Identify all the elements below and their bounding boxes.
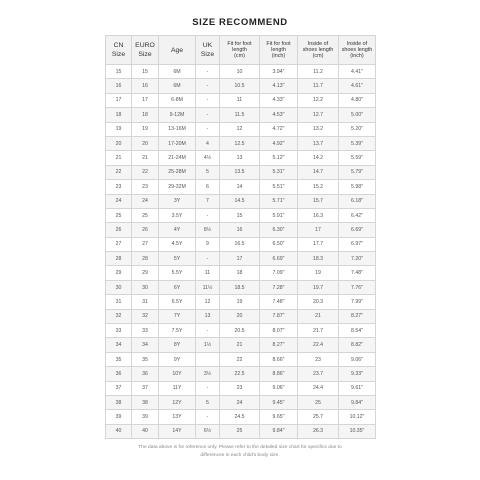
- table-cell: 11.7: [298, 79, 339, 93]
- table-cell: 28: [106, 252, 132, 266]
- table-cell: 5.00": [339, 108, 376, 122]
- table-cell: 9.06": [339, 352, 376, 366]
- table-cell: 9.61": [339, 381, 376, 395]
- table-cell: 4.80": [339, 93, 376, 107]
- table-cell: 12Y: [159, 395, 196, 409]
- table-cell: 4.92": [260, 136, 298, 150]
- table-cell: [196, 352, 220, 366]
- column-header-line: Size: [138, 51, 152, 58]
- size-chart-table: [105, 35, 376, 439]
- table-cell: 7.09": [260, 266, 298, 280]
- table-cell: 16.5: [220, 237, 260, 251]
- table-cell: 25: [106, 208, 132, 222]
- table-cell: 24: [106, 194, 132, 208]
- table-cell: 9Y: [159, 352, 196, 366]
- table-row: [106, 79, 376, 93]
- table-row: [106, 237, 376, 251]
- table-row: [106, 252, 376, 266]
- table-cell: 3.94": [260, 65, 298, 79]
- table-cell: 14.2: [298, 151, 339, 165]
- table-cell: 8.07": [260, 324, 298, 338]
- table-row: [106, 295, 376, 309]
- table-cell: 36: [132, 367, 159, 381]
- table-cell: 13: [196, 309, 220, 323]
- table-cell: 3Y: [159, 194, 196, 208]
- table-cell: -: [196, 65, 220, 79]
- table-cell: 13.2: [298, 122, 339, 136]
- table-cell: 14: [220, 180, 260, 194]
- table-cell: 8.66": [260, 352, 298, 366]
- table-cell: 11: [220, 93, 260, 107]
- table-cell: 6.69": [260, 252, 298, 266]
- table-cell: 6-8M: [159, 93, 196, 107]
- table-cell: 33: [106, 324, 132, 338]
- table-cell: 21: [220, 338, 260, 352]
- table-cell: 5.98": [339, 180, 376, 194]
- table-cell: 15: [132, 65, 159, 79]
- table-cell: 19: [132, 122, 159, 136]
- table-cell: 28: [132, 252, 159, 266]
- table-cell: 5.51": [260, 180, 298, 194]
- table-cell: 5.91": [260, 208, 298, 222]
- table-cell: -: [196, 108, 220, 122]
- table-cell: 20: [106, 136, 132, 150]
- table-cell: 7.20": [339, 252, 376, 266]
- table-cell: 40: [106, 424, 132, 438]
- table-cell: 12.7: [298, 108, 339, 122]
- table-cell: 22: [106, 165, 132, 179]
- column-header-line: Inside of: [307, 41, 329, 47]
- table-cell: 16: [220, 223, 260, 237]
- table-body: [106, 65, 376, 439]
- table-row: [106, 266, 376, 280]
- table-row: [106, 65, 376, 79]
- table-cell: 22: [132, 165, 159, 179]
- table-cell: 34: [106, 338, 132, 352]
- table-cell: -: [196, 122, 220, 136]
- column-header-foot-length-cm: [220, 36, 260, 65]
- table-cell: 26: [106, 223, 132, 237]
- table-cell: 6.30": [260, 223, 298, 237]
- table-cell: -: [196, 93, 220, 107]
- table-cell: 32: [132, 309, 159, 323]
- table-cell: 35: [106, 352, 132, 366]
- table-cell: 11Y: [159, 381, 196, 395]
- table-cell: 23: [220, 381, 260, 395]
- column-header-line: EURO: [135, 42, 155, 49]
- table-cell: 9: [196, 237, 220, 251]
- table-cell: 12.5: [220, 136, 260, 150]
- table-cell: 6.42": [339, 208, 376, 222]
- table-cell: 15: [220, 208, 260, 222]
- table-cell: 9-12M: [159, 108, 196, 122]
- table-cell: 6½: [196, 424, 220, 438]
- table-cell: 18: [132, 108, 159, 122]
- table-cell: 8½: [196, 223, 220, 237]
- header-row: [106, 36, 376, 65]
- table-cell: 35: [132, 352, 159, 366]
- table-cell: 40: [132, 424, 159, 438]
- table-cell: 25-28M: [159, 165, 196, 179]
- table-cell: 8.86": [260, 367, 298, 381]
- table-cell: 24: [220, 395, 260, 409]
- table-cell: 16.3: [298, 208, 339, 222]
- table-cell: 5Y: [159, 252, 196, 266]
- table-cell: 5.31": [260, 165, 298, 179]
- table-cell: 14.7: [298, 165, 339, 179]
- table-cell: 24.4: [298, 381, 339, 395]
- table-cell: 13.7: [298, 136, 339, 150]
- table-row: [106, 395, 376, 409]
- table-cell: 21: [132, 151, 159, 165]
- table-cell: 37: [132, 381, 159, 395]
- table-cell: 25: [298, 395, 339, 409]
- table-row: [106, 309, 376, 323]
- table-cell: 7.87": [260, 309, 298, 323]
- table-cell: 7.99": [339, 295, 376, 309]
- table-cell: 4.72": [260, 122, 298, 136]
- table-cell: 39: [132, 410, 159, 424]
- table-cell: 17: [220, 252, 260, 266]
- table-cell: 8.54": [339, 324, 376, 338]
- column-header-line: shoes length: [341, 47, 373, 53]
- table-cell: 12: [196, 295, 220, 309]
- table-cell: 5: [196, 395, 220, 409]
- table-cell: 30: [132, 280, 159, 294]
- table-cell: 7.28": [260, 280, 298, 294]
- table-cell: 23: [298, 352, 339, 366]
- column-header-inside-length-inch: [339, 36, 376, 65]
- table-cell: 10.12": [339, 410, 376, 424]
- table-cell: 21-24M: [159, 151, 196, 165]
- table-cell: 33: [132, 324, 159, 338]
- table-row: [106, 424, 376, 438]
- table-cell: 9.33": [339, 367, 376, 381]
- table-cell: 18: [106, 108, 132, 122]
- table-cell: 25: [132, 208, 159, 222]
- table-row: [106, 194, 376, 208]
- table-header: [106, 36, 376, 65]
- column-header-line: (cm): [312, 53, 324, 59]
- table-cell: 23.7: [298, 367, 339, 381]
- table-cell: 31: [106, 295, 132, 309]
- table-cell: 19: [220, 295, 260, 309]
- table-cell: 21: [298, 309, 339, 323]
- table-cell: 15: [106, 65, 132, 79]
- reference-footnote: [110, 444, 370, 460]
- table-cell: 4½: [196, 151, 220, 165]
- table-cell: 20: [220, 309, 260, 323]
- table-cell: 30: [106, 280, 132, 294]
- table-row: [106, 136, 376, 150]
- table-cell: 6M: [159, 79, 196, 93]
- table-cell: 7Y: [159, 309, 196, 323]
- table-cell: 12.2: [298, 93, 339, 107]
- table-cell: 29: [132, 266, 159, 280]
- table-cell: 18: [220, 266, 260, 280]
- table-cell: 21.7: [298, 324, 339, 338]
- table-cell: 4.13": [260, 79, 298, 93]
- table-cell: -: [196, 252, 220, 266]
- table-cell: 5.5Y: [159, 266, 196, 280]
- table-cell: 18.5: [220, 280, 260, 294]
- table-cell: 8.27": [260, 338, 298, 352]
- table-cell: 20.5: [220, 324, 260, 338]
- table-cell: 16: [106, 79, 132, 93]
- table-cell: 37: [106, 381, 132, 395]
- table-cell: 13-16M: [159, 122, 196, 136]
- column-header-line: shoes length: [302, 47, 334, 53]
- footnote-line-1: The data above is for reference only. Please refer to the detailed size chart for specifics due to: [138, 445, 342, 450]
- table-cell: 25: [220, 424, 260, 438]
- table-cell: 1½: [196, 338, 220, 352]
- table-cell: 23: [106, 180, 132, 194]
- table-cell: 4.5Y: [159, 237, 196, 251]
- table-cell: 17.7: [298, 237, 339, 251]
- table-row: [106, 165, 376, 179]
- table-cell: 6Y: [159, 280, 196, 294]
- table-cell: 20: [132, 136, 159, 150]
- table-cell: -: [196, 79, 220, 93]
- table-cell: 9.45": [260, 395, 298, 409]
- column-header-line: (inch): [350, 53, 364, 59]
- table-cell: 4.61": [339, 79, 376, 93]
- table-cell: 10.5: [220, 79, 260, 93]
- table-cell: 11.2: [298, 65, 339, 79]
- table-row: [106, 208, 376, 222]
- table-cell: 5: [196, 165, 220, 179]
- table-cell: 39: [106, 410, 132, 424]
- table-cell: 6.18": [339, 194, 376, 208]
- table-cell: 13.5: [220, 165, 260, 179]
- column-header-line: Age: [170, 46, 184, 54]
- table-cell: 32: [106, 309, 132, 323]
- column-header-line: CN: [113, 42, 124, 49]
- table-cell: 17-20M: [159, 136, 196, 150]
- table-cell: -: [196, 381, 220, 395]
- table-cell: 3.5Y: [159, 208, 196, 222]
- table-cell: 4: [196, 136, 220, 150]
- table-cell: 17: [132, 93, 159, 107]
- table-cell: 13: [220, 151, 260, 165]
- table-cell: 29: [106, 266, 132, 280]
- table-cell: 27: [132, 237, 159, 251]
- table-row: [106, 223, 376, 237]
- table-row: [106, 352, 376, 366]
- table-cell: 24: [132, 194, 159, 208]
- table-cell: 12: [220, 122, 260, 136]
- table-cell: 19.7: [298, 280, 339, 294]
- column-header-line: Fit for foot: [266, 41, 291, 47]
- table-cell: 16: [132, 79, 159, 93]
- table-cell: 9.65": [260, 410, 298, 424]
- column-header-line: length: [271, 47, 286, 53]
- column-header-age: [159, 36, 196, 65]
- table-row: [106, 338, 376, 352]
- table-row: [106, 324, 376, 338]
- table-cell: 27: [106, 237, 132, 251]
- table-cell: 19: [298, 266, 339, 280]
- table-cell: 38: [106, 395, 132, 409]
- table-cell: 9.06": [260, 381, 298, 395]
- table-cell: 5.12": [260, 151, 298, 165]
- column-header-line: UK: [202, 42, 213, 49]
- table-cell: 7.48": [339, 266, 376, 280]
- table-cell: 22: [220, 352, 260, 366]
- table-row: [106, 280, 376, 294]
- column-header-inside-length-cm: [298, 36, 339, 65]
- table-cell: 15.2: [298, 180, 339, 194]
- table-row: [106, 93, 376, 107]
- table-row: [106, 180, 376, 194]
- table-cell: 10.35": [339, 424, 376, 438]
- table-row: [106, 367, 376, 381]
- table-row: [106, 381, 376, 395]
- column-header-line: Inside of: [346, 41, 368, 47]
- table-cell: 6.5Y: [159, 295, 196, 309]
- table-cell: 24.5: [220, 410, 260, 424]
- table-cell: -: [196, 410, 220, 424]
- table-cell: 5.79": [339, 165, 376, 179]
- table-cell: 4.53": [260, 108, 298, 122]
- table-cell: 26.3: [298, 424, 339, 438]
- table-cell: 7: [196, 194, 220, 208]
- table-cell: 19: [106, 122, 132, 136]
- table-cell: 3½: [196, 367, 220, 381]
- column-header-euro-size: [132, 36, 159, 65]
- table-cell: 20.3: [298, 295, 339, 309]
- table-row: [106, 108, 376, 122]
- table-cell: 13Y: [159, 410, 196, 424]
- table-cell: 7.76": [339, 280, 376, 294]
- table-cell: 4Y: [159, 223, 196, 237]
- table-cell: 15.7: [298, 194, 339, 208]
- table-row: [106, 410, 376, 424]
- column-header-line: (cm): [234, 53, 245, 59]
- table-cell: 22.4: [298, 338, 339, 352]
- table-cell: 5.59": [339, 151, 376, 165]
- table-cell: 10: [220, 65, 260, 79]
- table-cell: 22.5: [220, 367, 260, 381]
- table-cell: 6.97": [339, 237, 376, 251]
- table-cell: 9.84": [339, 395, 376, 409]
- table-cell: 6: [196, 180, 220, 194]
- table-cell: 5.20": [339, 122, 376, 136]
- table-cell: 18.3: [298, 252, 339, 266]
- table-cell: 11½: [196, 280, 220, 294]
- column-header-line: Size: [200, 51, 215, 58]
- table-row: [106, 151, 376, 165]
- table-cell: 4.41": [339, 65, 376, 79]
- table-cell: -: [196, 208, 220, 222]
- column-header-uk-size: [196, 36, 220, 65]
- table-cell: 5.39": [339, 136, 376, 150]
- table-cell: 23: [132, 180, 159, 194]
- column-header-line: (inch): [271, 53, 286, 59]
- table-cell: 5.71": [260, 194, 298, 208]
- table-cell: 14Y: [159, 424, 196, 438]
- table-cell: 6M: [159, 65, 196, 79]
- column-header-foot-length-inch: [260, 36, 298, 65]
- column-header-line: Size: [111, 51, 126, 58]
- table-cell: 8Y: [159, 338, 196, 352]
- table-cell: 21: [106, 151, 132, 165]
- table-cell: 8.27": [339, 309, 376, 323]
- column-header-line: Fit for foot: [227, 41, 252, 47]
- page-title: SIZE RECOMMEND: [192, 17, 288, 28]
- table-cell: 10Y: [159, 367, 196, 381]
- table-cell: 17: [298, 223, 339, 237]
- column-header-cn-size: [106, 36, 132, 65]
- table-cell: 26: [132, 223, 159, 237]
- table-cell: 25.7: [298, 410, 339, 424]
- table-cell: 34: [132, 338, 159, 352]
- table-cell: 4.33": [260, 93, 298, 107]
- table-cell: 7.48": [260, 295, 298, 309]
- table-row: [106, 122, 376, 136]
- table-cell: 14.5: [220, 194, 260, 208]
- table-cell: -: [196, 324, 220, 338]
- table-cell: 31: [132, 295, 159, 309]
- table-cell: 29-32M: [159, 180, 196, 194]
- table-cell: 9.84": [260, 424, 298, 438]
- table-cell: 8.82": [339, 338, 376, 352]
- table-cell: 7.5Y: [159, 324, 196, 338]
- table-cell: 11: [196, 266, 220, 280]
- table-cell: 38: [132, 395, 159, 409]
- footnote-line-2: differences in each child's body size.: [200, 453, 280, 458]
- table-cell: 6.50": [260, 237, 298, 251]
- table-cell: 11.5: [220, 108, 260, 122]
- table-cell: 36: [106, 367, 132, 381]
- table-cell: 17: [106, 93, 132, 107]
- table-cell: 6.69": [339, 223, 376, 237]
- column-header-line: length: [232, 47, 247, 53]
